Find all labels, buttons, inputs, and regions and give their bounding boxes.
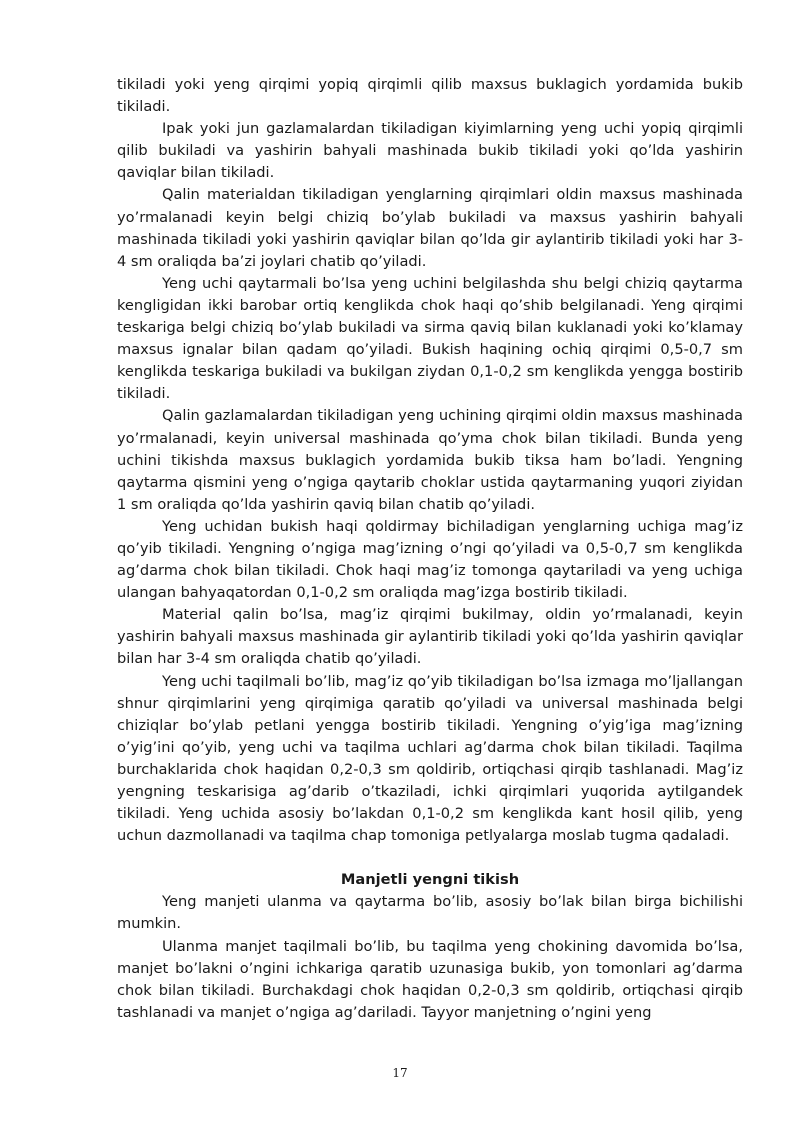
paragraph-cuff-intro: Yeng manjeti ulanma va qaytarma bo’lib, asosiy bo’lak bilan birga bichilishi mumkin. — [117, 893, 743, 933]
paragraph-silk-wool-sleeves: Ipak yoki jun gazlamalardan tikiladigan kiyimlarning yeng uchi yopiq qirqimli qilib bukiladi va yashirin bahyali mashinada bukib tikiladi yoki qo’lda yashirin qaviqlar bilan tikiladi. — [117, 120, 743, 182]
page-number: 17 — [392, 1066, 408, 1080]
paragraph-fastened-sleeve: Yeng uchi taqilmali bo’lib, mag’iz qo’yib tikiladigan bo’lsa izmaga mo’ljallangan shnur qirqimlarini yeng qirqimiga qaratib qo’yiladi va universal mashinada belgi chiziqlar bo’ylab petlani yengga bostirib tikiladi. Yengning o’yig’iga mag’izning o’yig’ini qo’yib, yeng uchi va taqilma uchlari ag’darma chok bilan tikiladi. Taqilma burchaklarida chok haqidan 0,2-0,3 sm qoldirib, ortiqchasi qirqib tashlanadi. Mag’iz yengning teskarisiga ag’darib o’tkaziladi, ichki qirqimlari yuqorida aytilgandek tikiladi. Yeng uchida asosiy bo’lakdan 0,1-0,2 sm kenglikda kant hosil qilib, yeng uchun dazmollanadi va taqilma chap tomoniga petlyalarga moslab tugma qadaladi. — [117, 672, 743, 845]
document-page — [117, 74, 743, 1024]
paragraph-thick-material-sleeves: Qalin materialdan tikiladigan yenglarning qirqimlari oldin maxsus mashinada yo’rmalanadi keyin belgi chiziq bo’ylab bukiladi va maxsus yashirin bahyali mashinada tikiladi yoki yashirin qaviqlar bilan qo’lda gir aylantirib tikiladi yoki har 3-4 sm oraliqda ba’zi joylari chatib qo’yiladi. — [117, 186, 743, 270]
paragraph-cuffed-sleeve-marking: Yeng uchi qaytarmali bo’lsa yeng uchini belgilashda shu belgi chiziq qaytarma kengligidan ikki barobar ortiq kenglikda chok haqi qo’shib belgilanadi. Yeng qirqimi teskariga belgi chiziq bo’ylab bukiladi va sirma qaviq bilan kuklanadi yoki ko’klamay maxsus ignalar bilan qadam qo’yiladi. Bukish haqining ochiq qirqimi 0,5-0,7 sm kenglikda teskariga bukiladi va bukilgan ziydan 0,1-0,2 sm kenglikda yengga bostirib tikiladi. — [117, 274, 743, 403]
paragraph-attached-cuff: Ulanma manjet taqilmali bo’lib, bu taqilma yeng chokining davomida bo’lsa, manjet bo’lakni o’ngini ichkariga qaratib uzunasiga bukib, yon tomonlari ag’darma chok bilan tikiladi. Burchakdagi chok haqidan 0,2-0,3 sm qoldirib, ortiqchasi qirqib tashlanadi va manjet o’ngiga ag’dariladi. Tayyor manjetning o’ngini yeng — [117, 937, 743, 1021]
paragraph-continuation: tikiladi yoki yeng qirqimi yopiq qirqimli qilib maxsus buklagich yordamida bukib tikiladi. — [117, 76, 743, 116]
section-heading: Manjetli yengni tikish — [340, 871, 520, 889]
paragraph-facing-strip: Yeng uchidan bukish haqi qoldirmay bichiladigan yenglarning uchiga mag’iz qo’yib tikiladi. Yengning o’ngiga mag’izning o’ngi qo’yiladi va 0,5-0,7 sm kenglikda ag’darma chok bilan tikiladi. Chok haqi mag’iz tomonga qaytariladi va yeng uchiga ulangan bahyaqatordan 0,1-0,2 sm oraliqda mag’izga bostirib tikiladi. — [117, 517, 743, 602]
paragraph-thick-facing: Material qalin bo’lsa, mag’iz qirqimi bukilmay, oldin yo’rmalanadi, keyin yashirin bahyali maxsus mashinada gir aylantirib tikiladi yoki qo’lda yashirin qaviqlar bilan har 3-4 sm oraliqda chatib qo’yiladi. — [117, 606, 743, 668]
paragraph-thick-fabric-sleeve-edge: Qalin gazlamalardan tikiladigan yeng uchining qirqimi oldin maxsus mashinada yo’rmalanadi, keyin universal mashinada qo’yma chok bilan tikiladi. Bunda yeng uchini tikishda maxsus buklagich yordamida bukib tiksa ham bo’ladi. Yengning qaytarma qismini yeng o’ngiga qaytarib choklar ustida qaytarmaning yuqori ziyidan 1 sm oraliqda qo’lda yashirin qaviq bilan chatib qo’yiladi. — [117, 407, 743, 513]
